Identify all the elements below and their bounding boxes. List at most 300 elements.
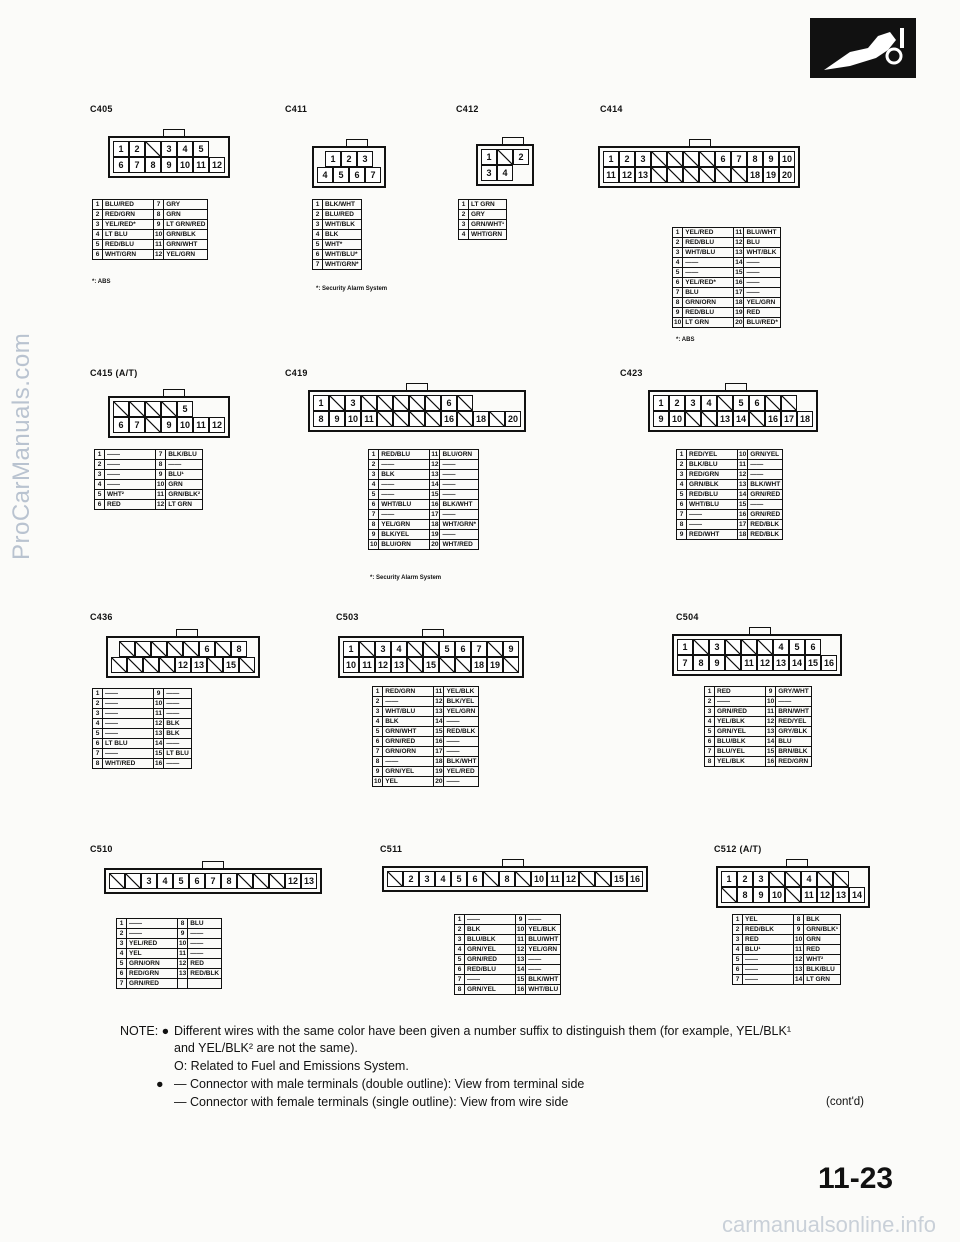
pin-number: 2 <box>673 238 683 248</box>
pin-row <box>455 975 561 985</box>
pin-number: 8 <box>705 757 715 767</box>
footnote: *: Security Alarm System <box>316 286 388 292</box>
connector-face <box>648 390 818 432</box>
wire-color: GRY/WHT <box>776 687 812 697</box>
empty-cavity <box>725 639 741 655</box>
pin-row <box>455 955 561 965</box>
wire-color: —— <box>683 258 734 268</box>
empty-cavity <box>407 641 423 657</box>
pin-row <box>95 470 203 480</box>
locking-tab <box>202 861 224 868</box>
wire-color: GRN/ORN <box>683 298 734 308</box>
terminal-cavity: 12 <box>563 871 579 887</box>
pin-row <box>93 719 192 729</box>
wire-color: —— <box>744 288 780 298</box>
pin-number: 2 <box>95 460 105 470</box>
terminal-cavity: 12 <box>209 417 225 433</box>
pin-number: 5 <box>373 727 383 737</box>
wire-color: —— <box>444 737 479 747</box>
wire-color: RED/BLK <box>444 727 479 737</box>
terminal-cavity: 16 <box>765 411 781 427</box>
note-line-3: O: Related to Fuel and Emissions System. <box>174 1059 409 1073</box>
pin-number: 10 <box>370 541 378 548</box>
wire-color: RED/BLU <box>379 450 430 460</box>
pin-number <box>178 979 188 989</box>
terminal-cavity: 6 <box>455 641 471 657</box>
empty-cavity <box>269 873 285 889</box>
wire-color: RED/GRN <box>776 757 812 767</box>
terminal-cavity: 3 <box>161 141 177 157</box>
empty-cavity <box>595 871 611 887</box>
empty-cavity <box>239 657 255 673</box>
pin-row <box>117 969 222 979</box>
pin-row <box>93 200 208 210</box>
wire-color: LT BLU <box>103 739 154 749</box>
connector-face <box>598 146 800 188</box>
pin-number: 12 <box>155 720 163 727</box>
pin-row <box>677 520 783 530</box>
connector-face <box>672 634 842 676</box>
wire-color: BLU/RED <box>103 200 154 210</box>
pin-row <box>313 240 362 250</box>
pin-row <box>455 945 561 955</box>
wire-color: BLU <box>188 919 222 929</box>
wire-color: —— <box>188 949 222 959</box>
pin-number: 7 <box>117 979 127 989</box>
pin-number: 6 <box>95 500 105 510</box>
pin-number: 3 <box>705 707 715 717</box>
pin-row <box>373 687 479 697</box>
pin-row <box>117 979 222 989</box>
pin-row <box>313 230 362 240</box>
terminal-cavity: 7 <box>129 417 145 433</box>
pin-number: 20 <box>431 541 439 548</box>
pin-row <box>677 490 783 500</box>
empty-cavity <box>359 641 375 657</box>
wire-color: WHT² <box>105 490 156 500</box>
pin-table <box>732 914 841 985</box>
pin-row <box>117 939 222 949</box>
terminal-cavity: 20 <box>505 411 521 427</box>
terminal-cavity: 13 <box>301 873 317 889</box>
empty-cavity <box>109 873 125 889</box>
terminal-cavity: 4 <box>773 639 789 655</box>
pin-number: 14 <box>517 966 525 973</box>
wire-color: BLK/YEL <box>379 530 430 540</box>
pin-number: 12 <box>435 698 443 705</box>
wire-color: GRN/BLK² <box>166 490 203 500</box>
pin-row <box>677 510 783 520</box>
pin-number: 19 <box>735 309 743 316</box>
wire-color: BLU <box>744 238 780 248</box>
wire-color: —— <box>440 530 479 540</box>
pin-number: 2 <box>313 210 323 220</box>
pin-number: 1 <box>455 915 465 925</box>
terminal-cavity: 8 <box>221 873 237 889</box>
pin-number: 19 <box>431 531 439 538</box>
pin-row <box>673 278 781 288</box>
wire-color: RED <box>743 935 794 945</box>
wire-color: —— <box>383 697 434 707</box>
terminal-cavity: 5 <box>733 395 749 411</box>
wire-color: BLU¹ <box>166 470 203 480</box>
pin-number: 12 <box>157 501 165 508</box>
wire-color: WHT* <box>323 240 362 250</box>
terminal-cavity: 9 <box>161 417 177 433</box>
wire-color: BLK <box>804 915 841 925</box>
terminal-cavity: 3 <box>635 151 651 167</box>
wire-color: RED/BLK <box>748 520 783 530</box>
wire-color: —— <box>103 719 154 729</box>
wire-color: GRN/YEL <box>715 727 766 737</box>
wire-color: RED/BLK <box>748 530 783 540</box>
pin-number: 12 <box>431 461 439 468</box>
wire-color: —— <box>103 689 154 699</box>
wire-color: YEL <box>743 915 794 925</box>
terminal-cavity: 18 <box>797 411 813 427</box>
pin-number: 9 <box>156 470 166 480</box>
terminal-cavity: 1 <box>677 639 693 655</box>
pin-number: 13 <box>735 249 743 256</box>
pin-row <box>117 959 222 969</box>
empty-cavity <box>143 657 159 673</box>
terminal-cavity: 16 <box>821 655 837 671</box>
empty-cavity <box>425 395 441 411</box>
pin-number: 15 <box>735 269 743 276</box>
connector-title: C504 <box>676 612 699 622</box>
wire-color: —— <box>776 697 812 707</box>
pin-row <box>673 308 781 318</box>
empty-cavity <box>151 641 167 657</box>
pin-row <box>673 288 781 298</box>
pin-number: 10 <box>517 926 525 933</box>
pin-row <box>373 777 479 787</box>
pin-table <box>676 449 783 540</box>
wire-color: WHT/GRN <box>469 230 507 240</box>
wire-color: —— <box>164 689 192 699</box>
pin-row <box>459 230 507 240</box>
pin-number: 10 <box>767 698 775 705</box>
terminal-cavity: 11 <box>193 417 209 433</box>
terminal-cavity: 11 <box>547 871 563 887</box>
page-number: 11-23 <box>818 1162 894 1195</box>
footnote: *: Security Alarm System <box>370 575 442 581</box>
pin-number: 10 <box>795 936 803 943</box>
pin-number: 15 <box>767 748 775 755</box>
pin-row <box>677 530 783 540</box>
connector-face <box>104 868 322 894</box>
wire-color: YEL/RED* <box>683 278 734 288</box>
terminal-cavity: 8 <box>313 411 329 427</box>
pin-number: 8 <box>369 520 379 530</box>
pin-number: 5 <box>93 729 103 739</box>
pin-number: 14 <box>435 718 443 725</box>
pin-number: 4 <box>93 719 103 729</box>
empty-cavity <box>145 401 161 417</box>
pin-number: 8 <box>93 759 103 769</box>
pin-number: 12 <box>179 960 187 967</box>
wire-color: —— <box>748 470 783 480</box>
wire-color: —— <box>105 460 156 470</box>
connector-face <box>106 636 260 678</box>
locking-tab <box>689 139 711 146</box>
pin-row <box>313 200 362 210</box>
wire-color: WHT/BLU <box>379 500 430 510</box>
pin-number: 9 <box>677 530 687 540</box>
pin-row <box>93 220 208 230</box>
wire-color: —— <box>465 915 516 925</box>
wire-color: GRN/ORN <box>127 959 178 969</box>
terminal-cavity: 9 <box>503 641 519 657</box>
wire-color: —— <box>748 460 783 470</box>
pin-number: 1 <box>677 450 687 460</box>
pin-number: 5 <box>455 955 465 965</box>
pin-row <box>95 500 203 510</box>
pin-number: 9 <box>373 767 383 777</box>
pin-number: 11 <box>767 708 775 715</box>
pin-number: 6 <box>93 250 103 260</box>
wire-color: BLU <box>776 737 812 747</box>
terminal-cavity: 10 <box>669 411 685 427</box>
pin-row <box>455 965 561 975</box>
terminal-cavity: 10 <box>769 887 785 903</box>
pin-number: 1 <box>95 450 105 460</box>
wire-color: —— <box>687 520 738 530</box>
wire-color: —— <box>687 510 738 520</box>
pin-row <box>705 757 812 767</box>
terminal-cavity: 13 <box>391 657 407 673</box>
pin-number: 1 <box>373 687 383 697</box>
pin-number: 16 <box>435 738 443 745</box>
wire-color: GRN/RED <box>383 737 434 747</box>
pin-table <box>454 914 561 995</box>
terminal-cavity: 3 <box>357 151 373 167</box>
wire-color: —— <box>744 278 780 288</box>
terminal-cavity: 9 <box>753 887 769 903</box>
empty-cavity <box>409 411 425 427</box>
wire-color: BLK/WHT <box>526 975 561 985</box>
terminal-cavity: 8 <box>737 887 753 903</box>
empty-cavity <box>651 167 667 183</box>
terminal-cavity: 6 <box>349 167 365 183</box>
pin-number: 12 <box>517 946 525 953</box>
wire-color: —— <box>379 480 430 490</box>
terminal-cavity: 3 <box>685 395 701 411</box>
pin-number: 5 <box>117 959 127 969</box>
wire-color: GRN/ORN <box>383 747 434 757</box>
wire-color: GRN/BLK <box>164 230 208 240</box>
connector-title: C423 <box>620 368 643 378</box>
wire-color: RED/BLU <box>683 238 734 248</box>
pin-row <box>95 460 203 470</box>
wire-color: LT BLU <box>103 230 154 240</box>
pin-number: 18 <box>435 758 443 765</box>
pin-number: 16 <box>431 501 439 508</box>
note-line-4: — Connector with male terminals (double outline): View from terminal side <box>174 1077 585 1091</box>
pin-row <box>705 747 812 757</box>
empty-cavity <box>183 641 199 657</box>
pin-number: 7 <box>733 975 743 985</box>
pin-number: 12 <box>767 718 775 725</box>
wire-color: GRN <box>164 210 208 220</box>
pin-row <box>95 480 203 490</box>
pin-number: 10 <box>674 319 682 326</box>
pin-row <box>455 925 561 935</box>
empty-cavity <box>215 641 231 657</box>
wire-color: —— <box>440 510 479 520</box>
connector-title: C503 <box>336 612 359 622</box>
pin-number: 1 <box>673 228 683 238</box>
terminal-cavity: 12 <box>209 157 225 173</box>
terminal-cavity: 9 <box>653 411 669 427</box>
locking-tab <box>749 627 771 634</box>
note-line-1: Different wires with the same color have been given a number suffix to distinguish them (for example, YEL/BLK¹ <box>174 1024 791 1038</box>
pin-number: 3 <box>93 220 103 230</box>
terminal-cavity: 15 <box>423 657 439 673</box>
empty-cavity <box>667 167 683 183</box>
terminal-cavity: 6 <box>467 871 483 887</box>
pin-row <box>373 707 479 717</box>
terminal-cavity: 4 <box>497 165 513 181</box>
wire-color: BLU/ORN <box>440 450 479 460</box>
pin-number: 2 <box>117 929 127 939</box>
wire-color: RED/GRN <box>687 470 738 480</box>
pin-row <box>369 460 479 470</box>
wire-color: WHT² <box>804 955 841 965</box>
wire-color: RED/GRN <box>127 969 178 979</box>
terminal-cavity: 12 <box>285 873 301 889</box>
pin-row <box>733 925 841 935</box>
pin-number: 1 <box>705 687 715 697</box>
terminal-cavity: 19 <box>763 167 779 183</box>
pin-row <box>93 709 192 719</box>
empty-cavity <box>489 411 505 427</box>
locking-tab <box>176 629 198 636</box>
pin-number: 2 <box>733 925 743 935</box>
wire-color: RED <box>715 687 766 697</box>
pin-number: 9 <box>178 929 188 939</box>
pin-row <box>677 450 783 460</box>
terminal-cavity: 14 <box>789 655 805 671</box>
wire-color: LT BLU <box>164 749 192 759</box>
terminal-cavity: 8 <box>499 871 515 887</box>
pin-number: 14 <box>155 740 163 747</box>
wire-color: —— <box>127 929 178 939</box>
pin-number: 3 <box>673 248 683 258</box>
connector-title: C510 <box>90 844 113 854</box>
terminal-cavity: 4 <box>391 641 407 657</box>
note-line-5: — Connector with female terminals (single outline): View from wire side <box>174 1095 569 1109</box>
terminal-cavity: 18 <box>473 411 489 427</box>
wire-color: RED/WHT <box>687 530 738 540</box>
pin-number: 1 <box>117 919 127 929</box>
bottom-watermark: carmanualsonline.info <box>721 1212 936 1237</box>
pin-row <box>373 737 479 747</box>
pin-number: 17 <box>431 511 439 518</box>
wire-color: BLU/YEL <box>715 747 766 757</box>
pin-row <box>705 717 812 727</box>
wire-color: RED <box>105 500 156 510</box>
wire-color: WHT/BLK <box>744 248 780 258</box>
wire-color: YEL <box>383 777 434 787</box>
wire-color: RED/BLK <box>188 969 222 979</box>
wire-color: GRY <box>164 200 208 210</box>
wire-color: —— <box>444 747 479 757</box>
terminal-cavity: 7 <box>471 641 487 657</box>
pin-row <box>369 540 479 550</box>
terminal-cavity: 1 <box>603 151 619 167</box>
terminal-cavity: 12 <box>619 167 635 183</box>
terminal-cavity: 13 <box>833 887 849 903</box>
wire-color: —— <box>164 759 192 769</box>
pin-number: 3 <box>733 935 743 945</box>
empty-cavity <box>409 395 425 411</box>
pin-table <box>312 199 362 270</box>
terminal-cavity: 10 <box>779 151 795 167</box>
wire-color: —— <box>444 717 479 727</box>
connector-title: C411 <box>285 104 308 114</box>
terminal-cavity: 7 <box>129 157 145 173</box>
terminal-cavity: 5 <box>451 871 467 887</box>
pin-number: 3 <box>93 709 103 719</box>
pin-row <box>373 747 479 757</box>
terminal-cavity: 11 <box>193 157 209 173</box>
pin-number: 3 <box>313 220 323 230</box>
pin-row <box>117 949 222 959</box>
wire-color: GRN/RED <box>748 490 783 500</box>
wire-color: YEL/RED* <box>103 220 154 230</box>
empty-cavity <box>159 657 175 673</box>
wire-color: —— <box>526 965 561 975</box>
pin-row <box>93 230 208 240</box>
pin-number: 11 <box>155 241 163 248</box>
pin-row <box>369 510 479 520</box>
pin-number: 15 <box>739 501 747 508</box>
pin-number: 14 <box>735 259 743 266</box>
empty-cavity <box>145 417 161 433</box>
pin-number: 7 <box>705 747 715 757</box>
wire-color: YEL/RED <box>444 767 479 777</box>
pin-number: 3 <box>369 470 379 480</box>
pin-number: 6 <box>455 965 465 975</box>
pin-number: 8 <box>178 919 188 929</box>
wire-color: LT GRN/RED <box>164 220 208 230</box>
pin-row <box>705 737 812 747</box>
empty-cavity <box>167 641 183 657</box>
wire-color: BLK/BLU <box>804 965 841 975</box>
wire-color: —— <box>379 510 430 520</box>
pin-number: 1 <box>93 200 103 210</box>
wire-color: —— <box>103 709 154 719</box>
pin-row <box>673 238 781 248</box>
empty-cavity <box>423 641 439 657</box>
pin-number: 7 <box>93 749 103 759</box>
wire-color: YEL/BLK <box>715 717 766 727</box>
wire-color: BLU/BLK <box>715 737 766 747</box>
pin-number: 17 <box>739 521 747 528</box>
wire-color: BLK/WHT <box>440 500 479 510</box>
pin-number: 5 <box>313 240 323 250</box>
wire-color: YEL/GRN <box>444 707 479 717</box>
terminal-cavity: 3 <box>419 871 435 887</box>
pin-row <box>373 757 479 767</box>
terminal-cavity: 10 <box>531 871 547 887</box>
wire-color: RED <box>744 308 780 318</box>
pin-row <box>455 935 561 945</box>
pin-row <box>95 450 203 460</box>
pin-row <box>673 268 781 278</box>
pin-number: 1 <box>313 200 323 210</box>
